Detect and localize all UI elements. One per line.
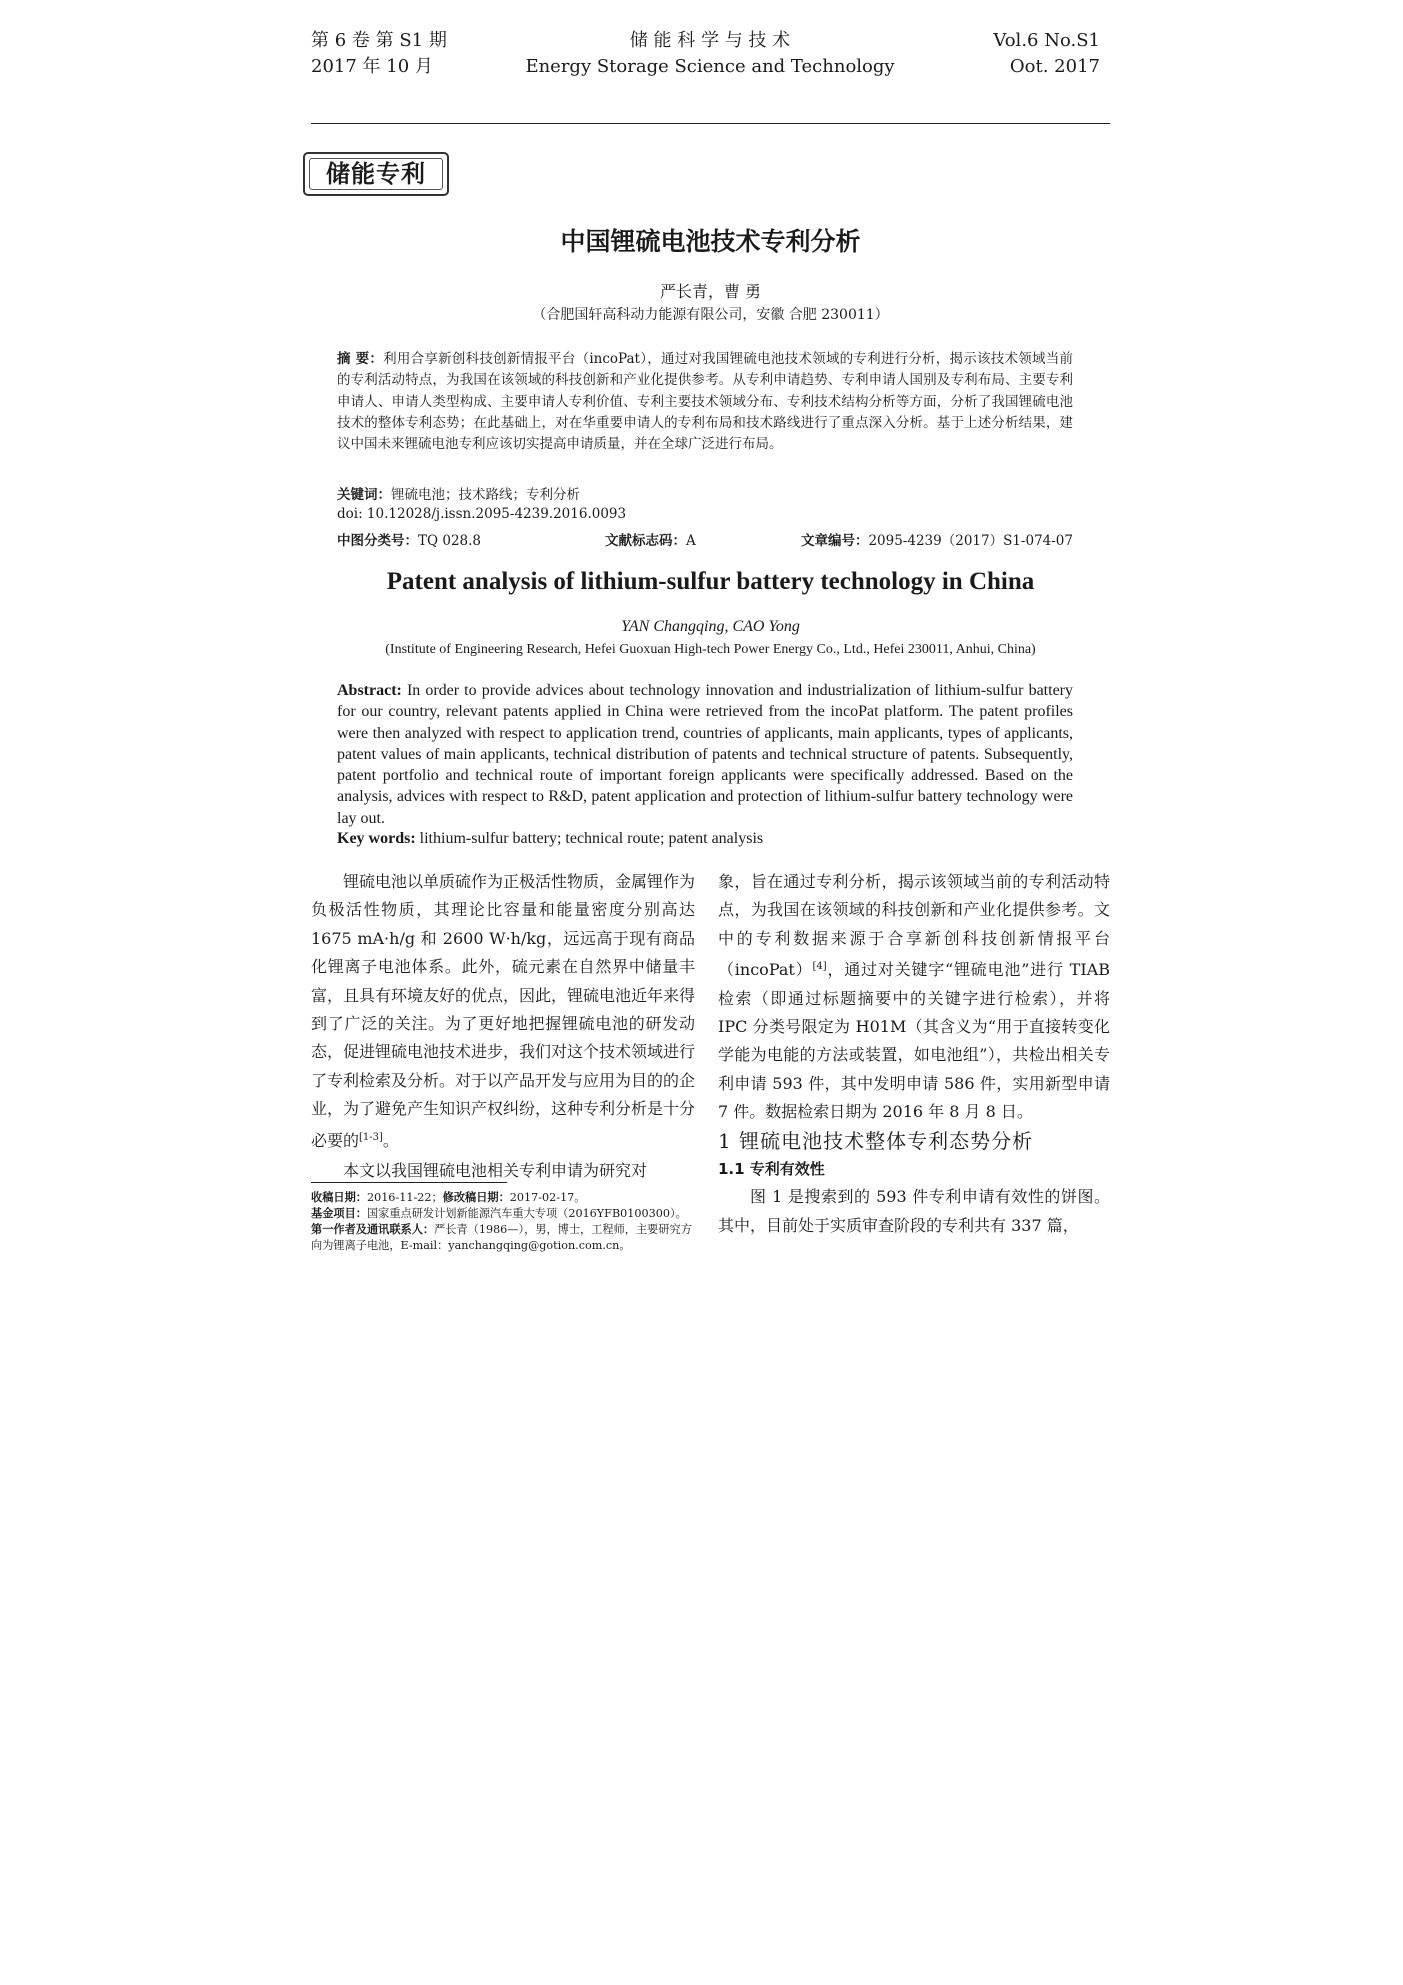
fund-label: 基金项目：: [311, 1207, 367, 1220]
art-value: 2095-4239（2017）S1-074-07: [868, 533, 1073, 549]
keywords-cn: [337, 483, 580, 503]
abstract-cn-text: 利用合享新创科技创新情报平台（incoPat），通过对我国锂硫电池技术领域的专利进行分析，揭示该技术领域当前的专利活动特点，为我国在该领域的科技创新和产业化提供参考。从专利申请趋势、专利申请人国别及专利布局、主要专利申请人、申请人类型构成、主要申请人专利价值、专利主要技术领域分布、专利技术结构分析等方面，分析了我国锂硫电池技术的整体专利态势；在此基础上，对在华重要申请人的专利布局和技术路线进行了重点深入分析。基于上述分析结果，建议中国未来锂硫电池专利应该切实提高申请质量，并在全球广泛进行布局。: [337, 351, 1073, 453]
author-text: 严长青（1986—），男，博士，工程师，主要研究方向为锂离子电池，E-mail：yanchangqing@gotion.com.cn。: [311, 1223, 692, 1252]
doi: doi: 10.12028/j.issn.2095-4239.2016.0093: [337, 506, 627, 522]
date-en: Oot. 2017: [1009, 56, 1100, 77]
body-paragraph-1-end: 。: [382, 1130, 399, 1150]
journal-name-cn: 储 能 科 学 与 技 术: [629, 30, 791, 51]
revised-label: 修改稿日期：: [442, 1191, 510, 1204]
abstract-en-text: In order to provide advices about technology innovation and industrialization of lithium-sulfur battery for our country, relevant patents applied in China were retrieved from the incoPat platform. The patent profiles were then analyzed with respect to application trend, countries of applicants, main applicants, types of applicants, patent values of main applicants, technical distribution of patents and technical structure of patents. Subsequently, patent portfolio and technical route of important foreign applicants were specifically addressed. Based on the analysis, advices with respect to R&D, patent application and protection of lithium-sulfur battery technology were lay out.: [337, 682, 1073, 827]
header-journal: [460, 28, 960, 80]
footnote-rule: [311, 1182, 507, 1183]
body-paragraph-2-cont-text: 象，旨在通过专利分析，揭示该领域当前的专利活动特点，为我国在该领域的科技创新和产业化提供参考。文中的专利数据来源于合享新创科技创新情报平台（incoPat）: [718, 872, 1110, 980]
footnote-dates: [311, 1190, 695, 1206]
keywords-en: [337, 830, 763, 848]
document-code: [605, 529, 696, 549]
authors-cn: 严长青，曹 勇: [659, 282, 762, 301]
doc-value: A: [686, 533, 696, 549]
section-badge: 储能专利: [303, 152, 449, 196]
footnote-fund: [311, 1206, 695, 1222]
citation-ref: [4]: [812, 961, 827, 973]
abstract-en-label: Abstract:: [337, 682, 402, 699]
title-cn: 中国锂硫电池技术专利分析: [560, 227, 861, 256]
header-volume-cn: [311, 28, 447, 80]
header-volume-en: [920, 28, 1100, 80]
date-cn: 2017 年 10 月: [311, 56, 433, 77]
keywords-cn-text: 锂硫电池；技术路线；专利分析: [391, 487, 580, 503]
fund-text: 国家重点研发计划新能源汽车重大专项（2016YFB0100300）。: [366, 1207, 687, 1220]
body-paragraph-3: 图 1 是搜索到的 593 件专利申请有效性的饼图。其中，目前处于实质审查阶段的专利共有 337 篇，: [718, 1187, 1110, 1235]
volume-issue-cn: 第 6 卷 第 S1 期: [311, 30, 447, 51]
body-column-left: [311, 868, 695, 1185]
footnote-author: [311, 1222, 695, 1254]
body-paragraph-1: [311, 868, 695, 1155]
art-label: 文章编号：: [800, 533, 869, 549]
body-column-right: [718, 868, 1110, 1240]
title-en: Patent analysis of lithium-sulfur battery technology in China: [386, 568, 1035, 595]
body-paragraph-2-rest: ，通过对关键字“锂硫电池”进行 TIAB 检索（即通过标题摘要中的关键字进行检索），并将 IPC 分类号限定为 H01M（其含义为“用于直接转变化学能为电能的方法或装置，如电池组”），共检出相关专利申请 593 件，其中发明申请 586 件，实用新型申请 7 件。数据检索日期为 2016 年 8 月 8 日。: [718, 960, 1110, 1122]
citation-ref: [1-3]: [359, 1131, 383, 1143]
body-paragraph-2-start: 本文以我国锂硫电池相关专利申请为研究对: [343, 1161, 648, 1181]
article-number: [801, 529, 1073, 549]
author-label: 第一作者及通讯联系人：: [311, 1223, 435, 1236]
doc-label: 文献标志码：: [605, 533, 686, 549]
header-rule: [311, 123, 1110, 124]
affiliation-cn: （合肥国轩高科动力能源有限公司，安徽 合肥 230011）: [532, 307, 889, 323]
keywords-en-label: Key words:: [337, 830, 416, 847]
classification-line: [337, 529, 1073, 549]
received-label: 收稿日期：: [311, 1191, 367, 1204]
abstract-cn-label: 摘 要：: [337, 351, 384, 367]
journal-name-en: Energy Storage Science and Technology: [525, 56, 895, 77]
keywords-cn-label: 关键词：: [337, 487, 391, 503]
body-paragraph-2-cont: [718, 868, 1110, 1127]
abstract-en: [337, 680, 1073, 829]
abstract-cn: [337, 349, 1073, 455]
section-heading-1: 1 锂硫电池技术整体专利态势分析: [718, 1128, 1034, 1153]
keywords-en-text: lithium-sulfur battery; technical route; patent analysis: [415, 830, 764, 847]
clc-label: 中图分类号：: [337, 533, 418, 549]
clc-code: [337, 533, 481, 549]
authors-en: YAN Changqing, CAO Yong: [621, 618, 800, 635]
footnote: [311, 1190, 695, 1254]
revised-date: 2017-02-17。: [509, 1191, 586, 1204]
clc-value: TQ 028.8: [418, 533, 482, 549]
volume-issue-en: Vol.6 No.S1: [993, 30, 1100, 51]
affiliation-en: (Institute of Engineering Research, Hefei Guoxuan High-tech Power Energy Co., Ltd., Hefei 230011, Anhui, China): [385, 642, 1036, 657]
received-date: 2016-11-22；: [366, 1191, 443, 1204]
body-paragraph-1-text: 锂硫电池以单质硫作为正极活性物质，金属锂作为负极活性物质，其理论比容量和能量密度分别高达 1675 mA·h/g 和 2600 W·h/kg，远远高于现有商品化锂离子电池体系。此外，硫元素在自然界中储量丰富，且具有环境友好的优点，因此，锂硫电池近年来得到了广泛的关注。为了更好地把握锂硫电池的研发动态，促进锂硫电池技术进步，我们对这个技术领域进行了专利检索及分析。对于以产品开发与应用为目的的企业，为了避免产生知识产权纠纷，这种专利分析是十分必要的: [311, 872, 696, 1150]
subsection-heading-1-1: 1.1 专利有效性: [718, 1160, 825, 1179]
